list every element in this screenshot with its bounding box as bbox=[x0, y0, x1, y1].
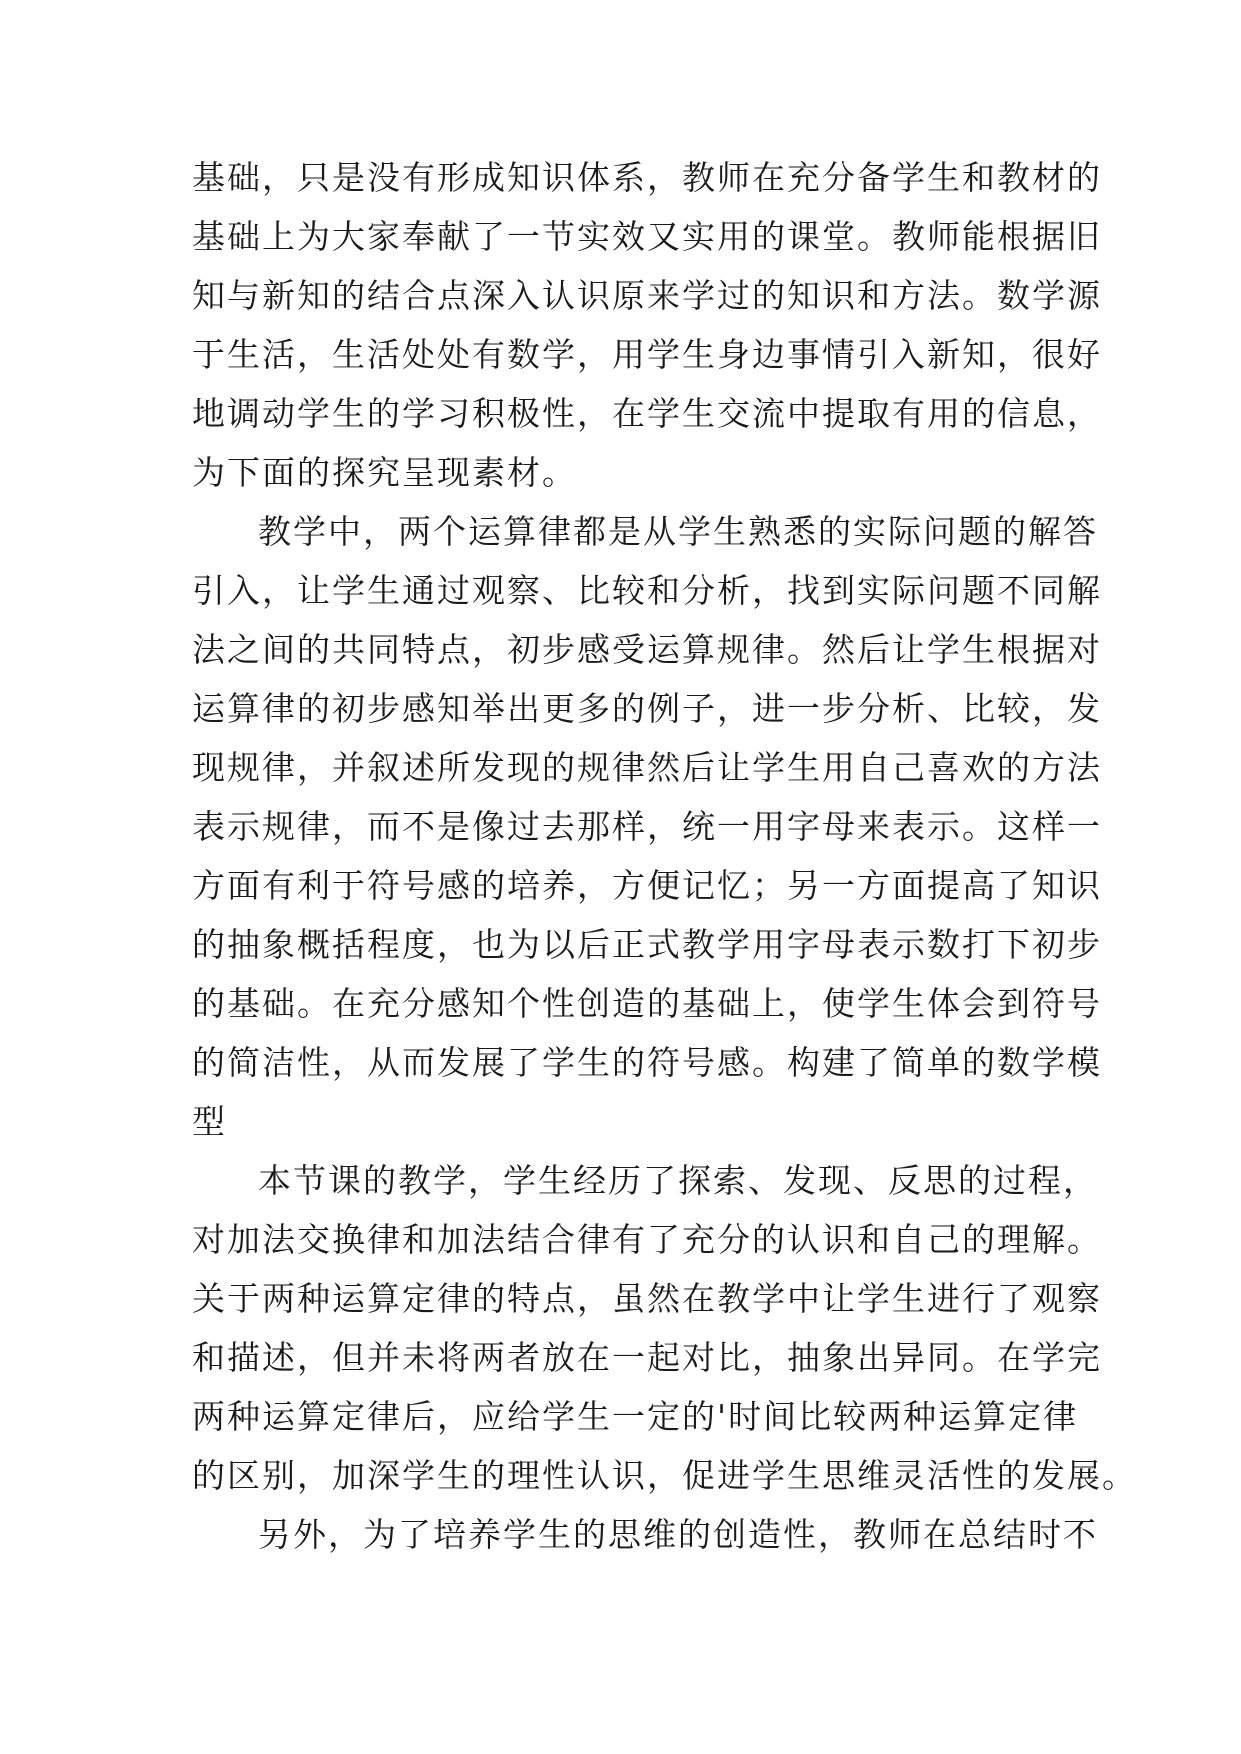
text-line: 方面有利于符号感的培养，方便记忆；另一方面提高了知识 bbox=[192, 866, 1102, 905]
text-line: 运算律的初步感知举出更多的例子，进一步分析、比较，发 bbox=[192, 689, 1102, 728]
text-line: 的简洁性，从而发展了学生的符号感。构建了简单的数学模 bbox=[192, 1043, 1102, 1082]
text-line: 现规律，并叙述所发现的规律然后让学生用自己喜欢的方法 bbox=[192, 748, 1102, 787]
paragraph-first-line: 教学中，两个运算律都是从学生熟悉的实际问题的解答 bbox=[258, 512, 1098, 551]
text-line: 基础上为大家奉献了一节实效又实用的课堂。教师能根据旧 bbox=[192, 217, 1102, 256]
text-line: 引入，让学生通过观察、比较和分析，找到实际问题不同解 bbox=[192, 571, 1102, 610]
text-line: 型 bbox=[192, 1102, 227, 1141]
text-line: 基础，只是没有形成知识体系，教师在充分备学生和教材的 bbox=[192, 158, 1102, 197]
text-line: 法之间的共同特点，初步感受运算规律。然后让学生根据对 bbox=[192, 630, 1102, 669]
text-line: 于生活，生活处处有数学，用学生身边事情引入新知，很好 bbox=[192, 335, 1102, 374]
text-line: 的基础。在充分感知个性创造的基础上，使学生体会到符号 bbox=[192, 984, 1102, 1023]
text-line: 两种运算定律后，应给学生一定的'时间比较两种运算定律 bbox=[192, 1397, 1079, 1436]
text-line: 和描述，但并未将两者放在一起对比，抽象出异同。在学完 bbox=[192, 1338, 1102, 1377]
text-line: 为下面的探究呈现素材。 bbox=[192, 453, 577, 492]
text-line: 的区别，加深学生的理性认识，促进学生思维灵活性的发展。 bbox=[192, 1456, 1137, 1495]
text-line: 对加法交换律和加法结合律有了充分的认识和自己的理解。 bbox=[192, 1220, 1102, 1259]
text-line: 表示规律，而不是像过去那样，统一用字母来表示。这样一 bbox=[192, 807, 1102, 846]
paragraph-first-line: 另外，为了培养学生的思维的创造性，教师在总结时不 bbox=[258, 1515, 1098, 1554]
paragraph-first-line: 本节课的教学，学生经历了探索、发现、反思的过程， bbox=[258, 1161, 1098, 1200]
text-line: 关于两种运算定律的特点，虽然在教学中让学生进行了观察 bbox=[192, 1279, 1102, 1318]
body-text bbox=[192, 148, 1137, 1564]
text-line: 的抽象概括程度，也为以后正式教学用字母表示数打下初步 bbox=[192, 925, 1102, 964]
text-line: 知与新知的结合点深入认识原来学过的知识和方法。数学源 bbox=[192, 276, 1102, 315]
text-line: 地调动学生的学习积极性，在学生交流中提取有用的信息， bbox=[192, 394, 1102, 433]
